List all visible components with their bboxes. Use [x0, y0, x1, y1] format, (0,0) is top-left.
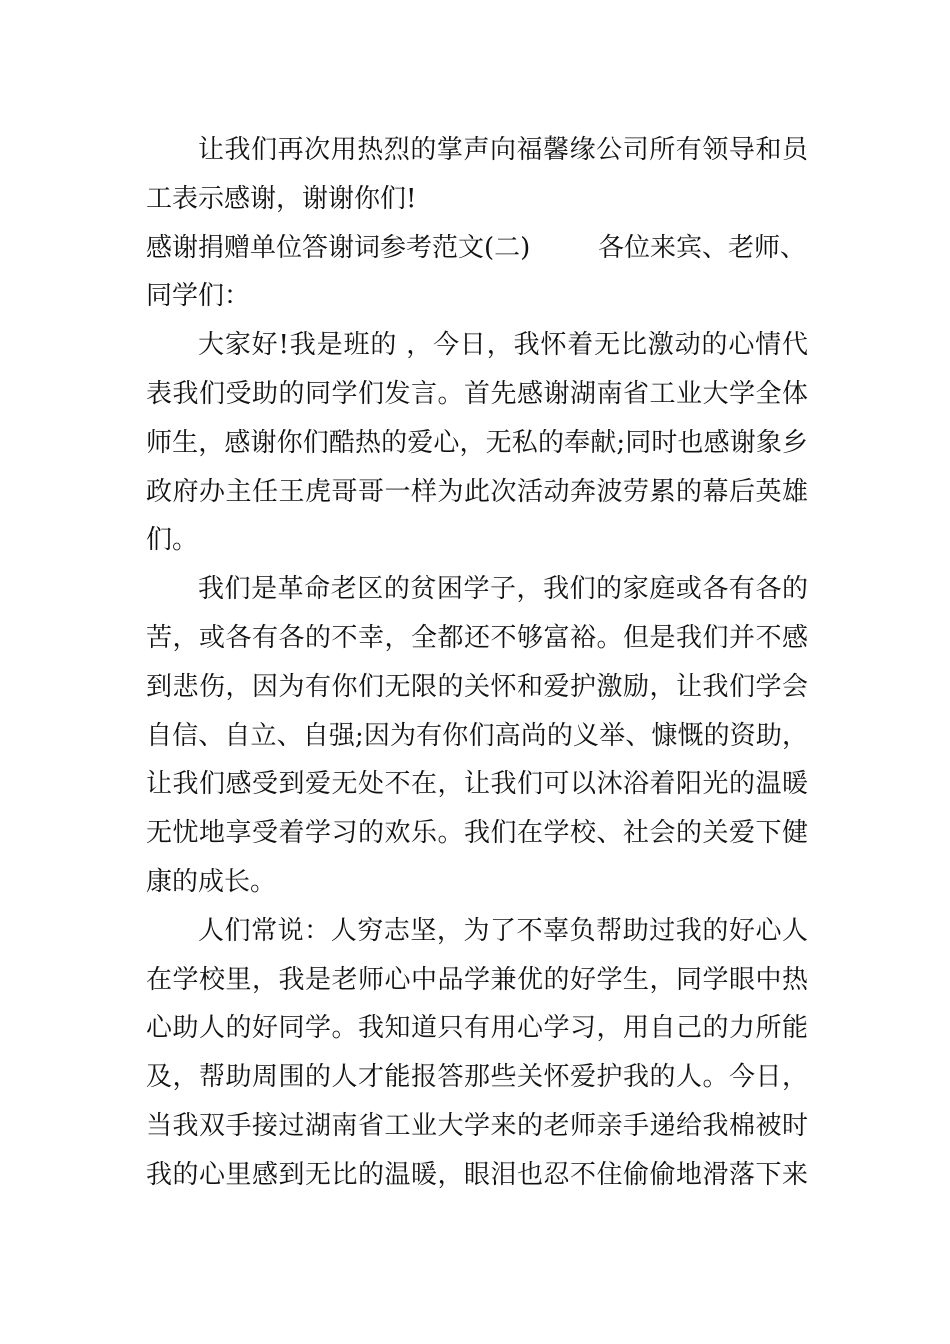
paragraph-heading [146, 224, 808, 322]
text-line: 自信、自立、自强;因为有你们高尚的义举、慷慨的资助， [146, 720, 808, 751]
text-line: 让我们感受到爱无处不在，让我们可以沐浴着阳光的温暖 [146, 769, 808, 800]
text-line: 政府办主任王虎哥哥一样为此次活动奔波劳累的幕后英雄 [146, 476, 808, 507]
text-line: 大家好!我是班的 ，今日，我怀着无比激动的心情代 [198, 330, 808, 361]
text-line: 无忧地享受着学习的欢乐。我们在学校、社会的关爱下健 [146, 818, 808, 849]
salutation: 各位来宾、老师、 [598, 232, 807, 263]
text-line: 人们常说：人穷志坚，为了不辜负帮助过我的好心人 [198, 915, 808, 946]
text-line: 们。 [146, 525, 199, 556]
text-line: 心助人的好同学。我知道只有用心学习，用自己的力所能 [146, 1013, 808, 1044]
section-title: 感谢捐赠单位答谢词参考范文(二) [146, 232, 531, 263]
text-line: 康的成长。 [146, 866, 277, 897]
text-line: 我们是革命老区的贫困学子，我们的家庭或各有各的 [198, 574, 808, 605]
text-line: 表我们受助的同学们发言。首先感谢湖南省工业大学全体 [146, 378, 808, 409]
text-line: 到悲伤，因为有你们无限的关怀和爱护激励，让我们学会 [146, 671, 808, 702]
paragraph-proverb [146, 907, 808, 1200]
text-line: 当我双手接过湖南省工业大学来的老师亲手递给我棉被时 [146, 1110, 808, 1141]
paragraph-intro [146, 321, 808, 565]
paragraph-closing [146, 126, 808, 224]
text-line: 同学们： [146, 281, 251, 312]
heading-line [146, 224, 808, 273]
text-line: 在学校里，我是老师心中品学兼优的好学生，同学眼中热 [146, 964, 808, 995]
text-line: 工表示感谢，谢谢你们! [146, 183, 417, 214]
text-line: 师生，感谢你们酷热的爱心，无私的奉献;同时也感谢象乡 [146, 427, 808, 458]
paragraph-students [146, 565, 808, 907]
text-line: 及，帮助周围的人才能报答那些关怀爱护我的人。今日， [146, 1062, 808, 1093]
text-line: 苦，或各有各的不幸，全都还不够富裕。但是我们并不感 [146, 622, 808, 653]
text-line: 让我们再次用热烈的掌声向福馨缘公司所有领导和员 [198, 135, 808, 165]
document-body [146, 126, 808, 1200]
text-line: 我的心里感到无比的温暖，眼泪也忍不住偷偷地滑落下来 [146, 1159, 808, 1190]
